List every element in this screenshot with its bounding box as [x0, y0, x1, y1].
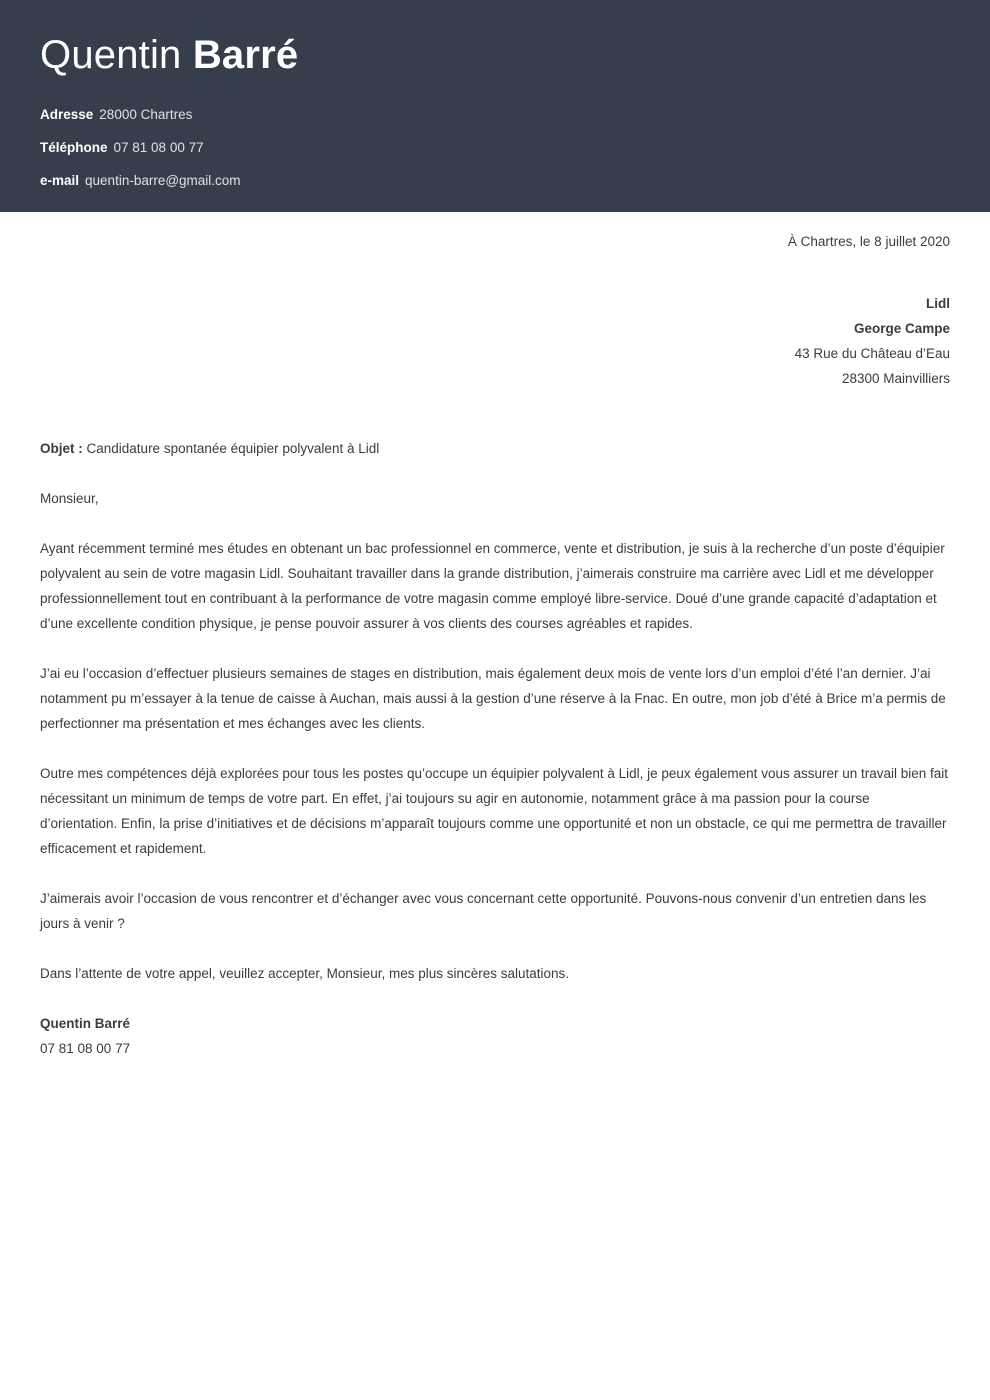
last-name: Barré — [192, 33, 299, 77]
contact-label-telephone: Téléphone — [40, 139, 108, 155]
letter-header — [0, 0, 990, 212]
recipient-city: 28300 Mainvilliers — [841, 371, 950, 386]
contact-value-adresse: 28000 Chartres — [99, 107, 193, 122]
body-paragraph-3: Outre mes compétences déjà explorées pour tous les postes qu’occupe un équipier polyvalent à Lidl, je peux également vous assurer un travail bien fait nécessitant un minimum de temps de votre part. En effet, j’ai toujours su agir en autonomie, notamment grâce à ma passion pour la course d’orientation. Enfin, la prise d’initiatives et de décisions m’apparaît toujours comme une opportunité et non un obstacle, ce qui me permettra de travailler efficacement et rapidement. — [40, 766, 949, 856]
signature-phone: 07 81 08 00 77 — [40, 1041, 131, 1056]
first-name: Quentin — [40, 33, 182, 77]
recipient-block — [40, 291, 950, 391]
contact-value-telephone: 07 81 08 00 77 — [113, 139, 204, 155]
letter-body — [0, 212, 990, 1061]
subject-line — [40, 436, 950, 461]
body-paragraph-5: Dans l’attente de votre appel, veuillez accepter, Monsieur, mes plus sincères salutations. — [40, 966, 570, 981]
recipient-street: 43 Rue du Château d’Eau — [794, 346, 950, 361]
contact-row-telephone — [40, 141, 950, 156]
body-paragraph-2: J’ai eu l’occasion d’effectuer plusieurs semaines de stages en distribution, mais également deux mois de vente lors d’un emploi d’été l’an dernier. J’ai notamment pu m’essayer à la tenue de caisse à Auchan, mais aussi à la gestion d’une réserve à la Fnac. En outre, mon job d’été à Brice m’a permis de perfectionner ma présentation et mes échanges avec les clients. — [40, 666, 946, 731]
signature-name: Quentin Barré — [40, 1016, 131, 1031]
contact-value-email: quentin-barre@gmail.com — [85, 172, 241, 188]
salutation: Monsieur, — [40, 491, 99, 506]
page-title — [40, 32, 950, 78]
date-line: À Chartres, le 8 juillet 2020 — [787, 234, 950, 249]
contact-label-email: e-mail — [40, 172, 80, 188]
body-paragraph-4: J’aimerais avoir l’occasion de vous rencontrer et d’échanger avec vous concernant cette opportunité. Pouvons-nous convenir d’un entretien dans les jours à venir ? — [40, 891, 927, 931]
body-paragraph-1: Ayant récemment terminé mes études en obtenant un bac professionnel en commerce, vente et distribution, je suis à la recherche d’un poste d’équipier polyvalent au sein de votre magasin Lidl. Souhaitant travailler dans la grande distribution, j’aimerais construire ma carrière avec Lidl et me développer professionnellement tout en contribuant à la performance de votre magasin comme employé libre-service. Doué d’une grande capacité d’adaptation et d’une excellente condition physique, je pense pouvoir assurer à vos clients des courses agréables et rapides. — [40, 541, 945, 631]
contact-label-adresse: Adresse — [40, 107, 94, 122]
subject-label: Objet : — [40, 441, 83, 456]
recipient-person: George Campe — [853, 321, 950, 336]
recipient-company: Lidl — [926, 296, 950, 311]
contact-row-adresse — [40, 108, 950, 123]
subject-text: Candidature spontanée équipier polyvalent à Lidl — [86, 441, 380, 456]
contact-row-email — [40, 174, 950, 189]
signature-block — [40, 1011, 950, 1061]
